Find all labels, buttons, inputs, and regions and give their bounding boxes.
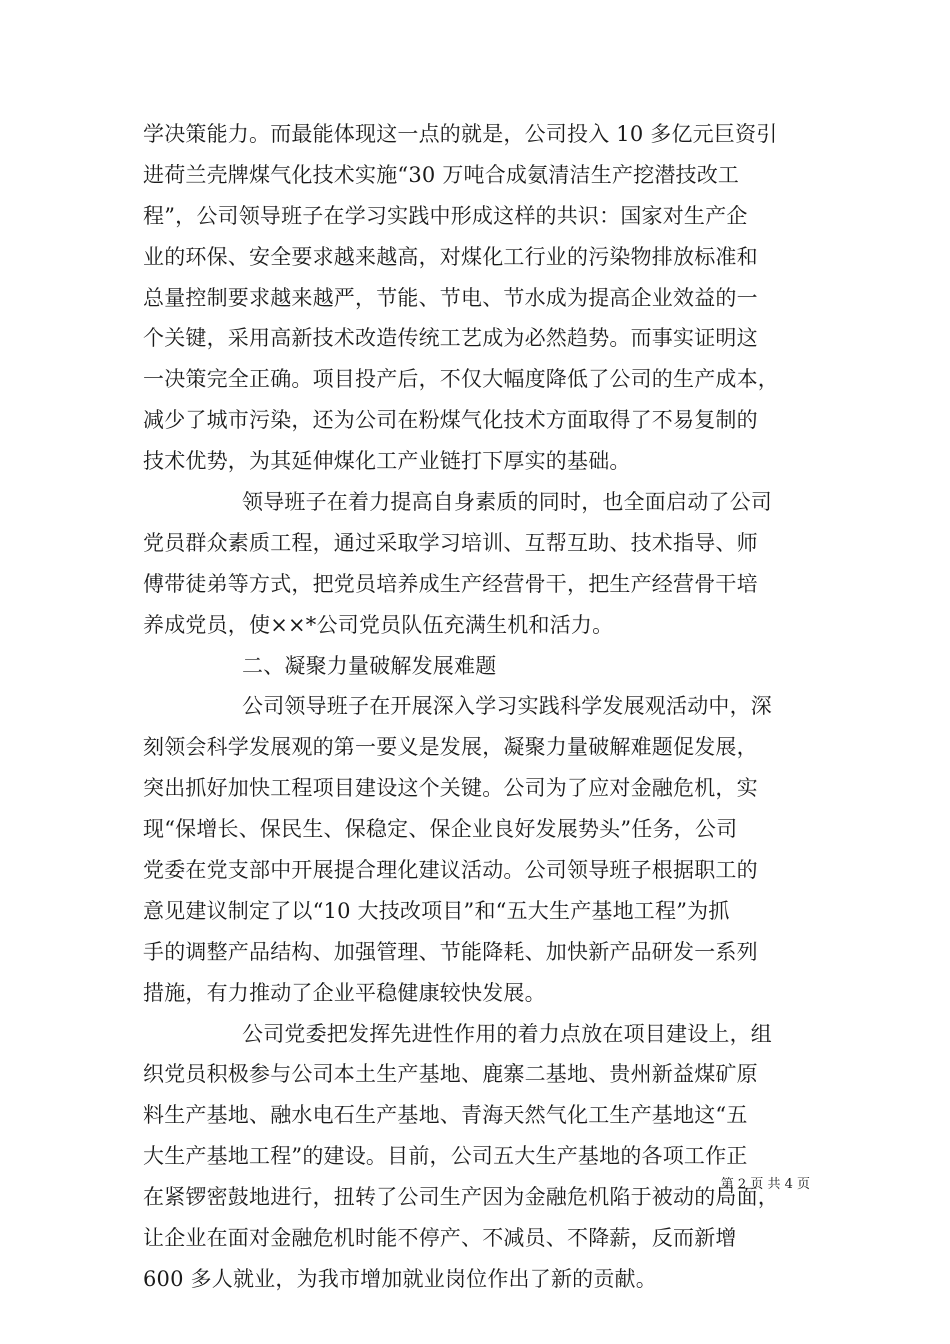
text-line: 公司党委把发挥先进性作用的着力点放在项目建设上，组 bbox=[242, 1021, 772, 1046]
text-line: 傅带徒弟等方式，把党员培养成生产经营骨干，把生产经营骨干培 bbox=[143, 571, 758, 596]
text-line: 突出抓好加快工程项目建设这个关键。公司为了应对金融危机，实 bbox=[143, 776, 758, 801]
text-line: 程”，公司领导班子在学习实践中形成这样的共识：国家对生产企 bbox=[143, 203, 748, 228]
text-line: 措施，有力推动了企业平稳健康较快发展。 bbox=[143, 980, 546, 1005]
text-line: 领导班子在着力提高自身素质的同时，也全面启动了公司 bbox=[242, 490, 772, 515]
document-body bbox=[143, 114, 811, 1300]
text-line: 现“保增长、保民生、保稳定、保企业良好发展势头”任务，公司 bbox=[143, 817, 738, 842]
paragraph-4 bbox=[143, 1014, 811, 1300]
text-line: 一决策完全正确。项目投产后，不仅大幅度降低了公司的生产成本， bbox=[143, 367, 779, 392]
text-line: 进荷兰壳牌煤气化技术实施“30 万吨合成氨清洁生产挖潜技改工 bbox=[143, 162, 740, 187]
paragraph-2 bbox=[143, 482, 811, 646]
text-line: 党员群众素质工程，通过采取学习培训、互帮互助、技术指导、师 bbox=[143, 530, 758, 555]
text-line: 个关键，采用高新技术改造传统工艺成为必然趋势。而事实证明这 bbox=[143, 326, 758, 351]
text-line: 养成党员，使××*公司党员队伍充满生机和活力。 bbox=[143, 612, 614, 637]
text-line: 减少了城市污染，还为公司在粉煤气化技术方面取得了不易复制的 bbox=[143, 408, 758, 433]
text-line: 党委在党支部中开展提合理化建议活动。公司领导班子根据职工的 bbox=[143, 858, 758, 883]
paragraph-1 bbox=[143, 114, 811, 482]
text-line: 业的环保、安全要求越来越高，对煤化工行业的污染物排放标准和 bbox=[143, 244, 758, 269]
text-line: 意见建议制定了以“10 大技改项目”和“五大生产基地工程”为抓 bbox=[143, 898, 730, 923]
text-line: 料生产基地、融水电石生产基地、青海天然气化工生产基地这“五 bbox=[143, 1103, 748, 1128]
text-line: 大生产基地工程”的建设。目前，公司五大生产基地的各项工作正 bbox=[143, 1144, 748, 1169]
text-line: 总量控制要求越来越严，节能、节电、节水成为提高企业效益的一 bbox=[143, 285, 758, 310]
text-line: 让企业在面对金融危机时能不停产、不减员、不降薪，反而新增 bbox=[143, 1226, 737, 1251]
text-line: 在紧锣密鼓地进行，扭转了公司生产因为金融危机陷于被动的局面， bbox=[143, 1185, 779, 1210]
paragraph-3 bbox=[143, 686, 811, 1013]
text-line: 600 多人就业，为我市增加就业岗位作出了新的贡献。 bbox=[143, 1266, 657, 1291]
text-line: 织党员积极参与公司本土生产基地、鹿寨二基地、贵州新益煤矿原 bbox=[143, 1062, 758, 1087]
text-line: 公司领导班子在开展深入学习实践科学发展观活动中，深 bbox=[242, 694, 772, 719]
section-heading: 二、凝聚力量破解发展难题 bbox=[242, 653, 497, 678]
text-line: 技术优势，为其延伸煤化工产业链打下厚实的基础。 bbox=[143, 449, 631, 474]
page-number-footer: 第 2 页 共 4 页 bbox=[720, 1177, 810, 1192]
text-line: 学决策能力。而最能体现这一点的就是，公司投入 10 多亿元巨资引 bbox=[143, 122, 778, 146]
text-line: 手的调整产品结构、加强管理、节能降耗、加快新产品研发一系列 bbox=[143, 939, 758, 964]
text-line: 刻领会科学发展观的第一要义是发展，凝聚力量破解难题促发展， bbox=[143, 735, 758, 760]
